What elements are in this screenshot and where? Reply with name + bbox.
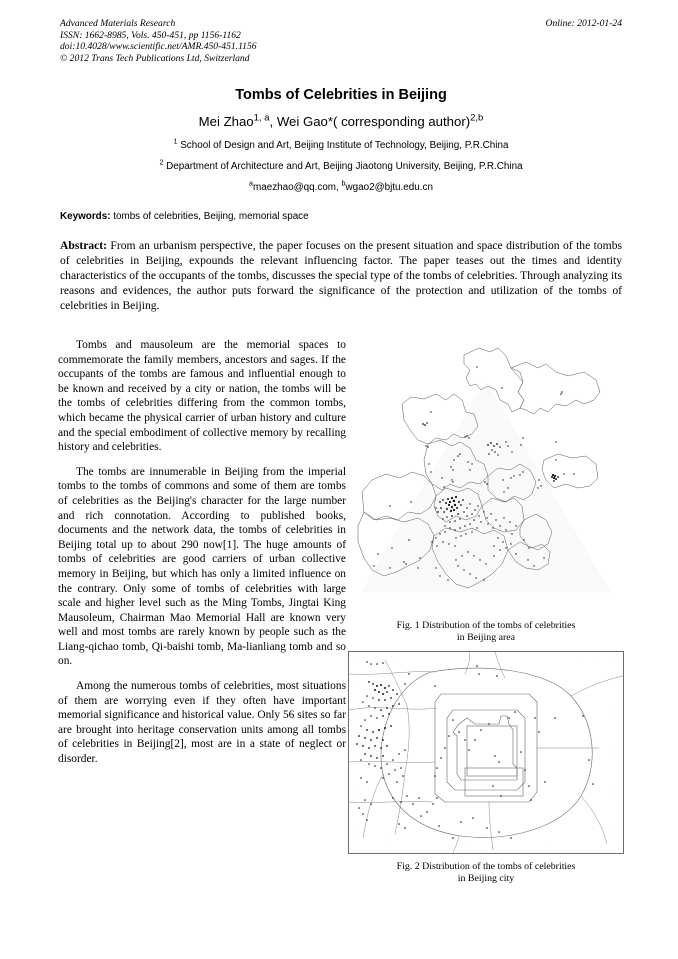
author-2-marks: 2,b (470, 112, 484, 124)
figure-2-image (348, 651, 624, 854)
author-separator: , (269, 114, 277, 129)
body-paragraph-3: Among the numerous tombs of celebrities, most situations of them are worrying even if they often have important memorial significance and historical value. Only 56 sites so far are brought into heritage conservation units among all tombs of celebrities in Beijing[2], most are in a state of neglect or disorder. (58, 680, 346, 766)
journal-header (60, 18, 622, 64)
page-title: Tombs of Celebrities in Beijing (235, 87, 447, 103)
affiliation-2-mark: 2 (159, 158, 164, 167)
figure-2-map-svg (349, 652, 623, 853)
author-emails (60, 181, 622, 195)
figure-2-caption (348, 861, 624, 886)
affiliation-2-text: Department of Architecture and Art, Beijing Jiaotong University, Beijing, P.R.China (163, 161, 523, 172)
author-1-marks: 1, a (253, 112, 270, 124)
body-paragraph-2: The tombs are innumerable in Beijing from the imperial tombs to the tombs of commons and some of them are tombs of celebrities as the Beijing's character for the large number and rich connotation. According to published books, documents and the network data, the tombs of celebrities in Beijing total up to about 290 now[1]. The huge amounts of tombs of celebrities are good carriers of urban collective memory in Beijing, but which has only a limited influence on the contrary. Only some of tombs of celebrities with large scale and higher level such as the Ming Tombs, Jingtai King Mausoleum, Chairman Mao Memorial Hall are known very well and most tombs are rarely known by people such as the Liang-qichao tomb, Qi-baishi tomb, Ma-lianliang tomb and so on. (58, 465, 346, 668)
email-a: maezhao@qq.com, (253, 182, 342, 193)
body-column-left (58, 338, 346, 767)
affiliation-2 (60, 160, 622, 174)
email-b: wgao2@bjtu.edu.cn (345, 182, 433, 193)
title-block (60, 86, 622, 195)
online-date: Online: 2012-01-24 (545, 18, 622, 29)
author-1-name: Mei Zhao (198, 114, 254, 129)
journal-doi: doi:10.4028/www.scientific.net/AMR.450-451.1156 (60, 41, 257, 53)
journal-copyright: © 2012 Trans Tech Publications Ltd, Switzerland (60, 52, 250, 64)
keywords-label: Keywords: (60, 211, 111, 222)
author-line (60, 113, 622, 130)
journal-issn: ISSN: 1662-8985, Vols. 450-451, pp 1156-1162 (60, 29, 241, 41)
figure-2-caption-line-2: in Beijing city (457, 873, 515, 885)
affiliation-1 (60, 139, 622, 153)
journal-name: Advanced Materials Research (60, 18, 176, 29)
abstract-text: From an urbanism perspective, the paper focuses on the present situation and space distribution of the tombs of celebrities in Beijing, expounds the relevant influencing factor. The paper teases out the times and identity characteristics of the occupants of the tombs, discusses the special type of the tombs of celebrities. Through analyzing its reasons and evidences, the author puts forward the significance of the protection and utilization of the tombs of celebrities in Beijing. (60, 239, 622, 313)
figure-1-caption (348, 620, 624, 645)
email-a-mark: a (249, 179, 253, 188)
keywords-line (60, 210, 622, 223)
keywords-text: tombs of celebrities, Beijing, memorial space (110, 211, 309, 222)
affiliation-1-text: School of Design and Art, Beijing Institute of Technology, Beijing, P.R.China (177, 140, 509, 151)
figure-1-caption-line-1: Fig. 1 Distribution of the tombs of celebrities (396, 620, 576, 631)
figure-1-caption-line-2: in Beijing area (456, 632, 516, 644)
author-2-name: Wei Gao*( corresponding author) (276, 114, 471, 129)
body-paragraph-1: Tombs and mausoleum are the memorial spaces to commemorate the family members, ancestors and sages. If the occupants of the tombs are famous and influential enough to be known and received by a city or nation, the tombs will be the tombs of celebrities differing from the common tombs, which became the physical carrier of urban history and culture and the special embodiment of collective memory by recalling history and celebrities. (58, 339, 346, 454)
affiliation-1-mark: 1 (173, 137, 178, 146)
figure-2-caption-line-1: Fig. 2 Distribution of the tombs of celebrities (396, 861, 576, 872)
figure-1-map-svg (348, 342, 624, 614)
abstract-label: Abstract: (60, 239, 108, 252)
figure-1-image (348, 342, 624, 614)
abstract-block (60, 238, 622, 313)
email-b-mark: b (341, 179, 346, 188)
